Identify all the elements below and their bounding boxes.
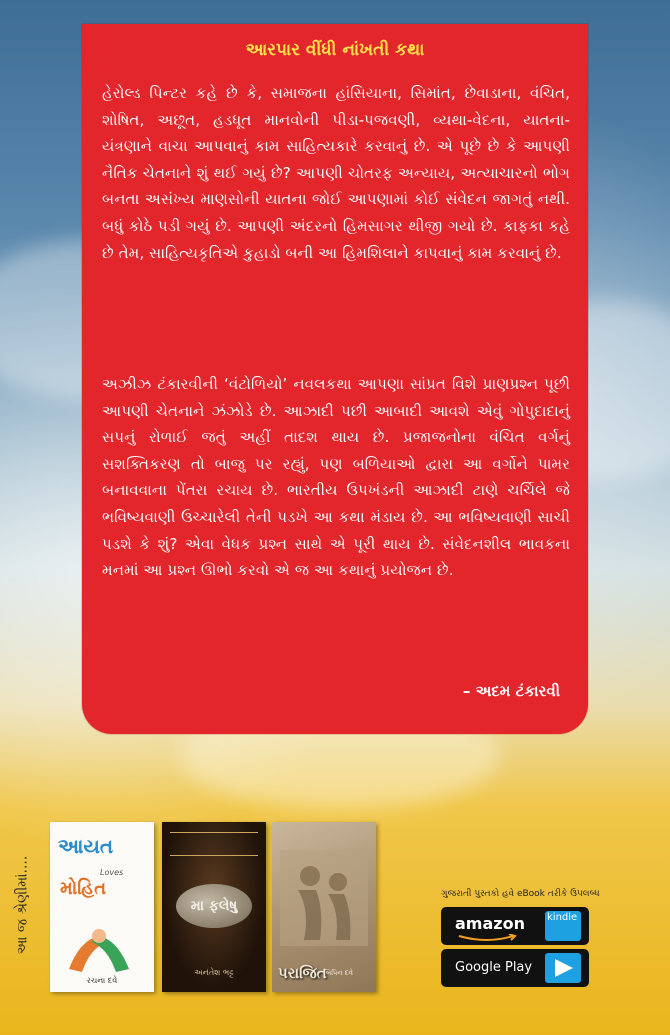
book-loves-text: Loves (100, 868, 124, 877)
book-title: આયત (58, 834, 114, 858)
panel-title: આરપાર વીંધી નાંખતી કથા (245, 40, 425, 60)
book-subtitle: મોહિત (60, 878, 107, 899)
book-title: મા ફલેષુ (190, 898, 238, 914)
book-author: બિપિન દવે (324, 969, 354, 977)
panel-author: – અદમ ટંકારવી (462, 682, 560, 700)
synopsis-panel (82, 24, 588, 734)
hands-illustration (64, 914, 134, 974)
book-decoration (170, 832, 258, 856)
kindle-icon: kindle (545, 911, 581, 941)
book-author: અનંતેશ ભટ્ટ (194, 968, 234, 977)
google-play-text: Google Play (455, 960, 533, 975)
google-play-button[interactable] (441, 949, 589, 987)
book-cover-parajit[interactable] (272, 822, 376, 992)
amazon-kindle-button[interactable] (441, 907, 589, 945)
ebook-availability-label: ગુજરાતી પુસ્તકો હવે eBook તરીકે ઉપલબ્ધ (441, 889, 600, 899)
book-author: રચના દવે (86, 976, 118, 985)
amazon-smile-icon (457, 934, 517, 942)
synopsis-paragraph-1: હેરોલ્ડ પિન્ટર કહે છે કે, સમાજના હાંસિયાના, સિમાંત, છેવાડાના, વંચિત, શોષિત, અછૂત, હડધૂત માનવોની પીડા-પજવણી, વ્યથા-વેદના, યાતના-યંત્રણાને વાચા આપવાનું કામ સાહિત્યકારે કરવાનું છે. એ પૂછે છે કે આપણી નૈતિક ચેતનાને શું થઈ ગયું છે? આપણી ચોતરફ અન્યાય, અત્યાચારનો ભોગ બનતા અસંખ્ય માણસોની યાતના જોઈ આપણામાં કોઈ સંવેદન જાગતું નથી. બધું કોઠે પડી ગયું છે. આપણી અંદરનો હિમસાગર થીજી ગયો છે. કાફકા કહે છે તેમ, સાહિત્યકૃતિએ કુહાડો બની આ હિમશિલાને કાપવાનું કામ કરવાનું છે. (102, 84, 570, 262)
play-books-icon (545, 953, 581, 983)
series-label: આ જ શ્રેણીમાં.... (14, 855, 31, 955)
synopsis-paragraph-2: અઝીઝ ટંકારવીની ‘વંટોળિયો’ નવલકથા આપણા સાંપ્રત વિશે પ્રાણપ્રશ્ન પૂછી આપણી ચેતનાને ઝંઝોડે છે. આઝાદી પછી આબાદી આવશે એવું ગોપુદાદાનું સપનું રોળાઈ જતું અહીં તાદશ થાય છે. પ્રજાજનોના વંચિત વર્ગનું સશક્તિકરણ તો બાજુ પર રહ્યું, પણ બળિયાઓ દ્વારા આ વર્ગોને પામર બનાવવાના પેંતરા રચાય છે. ભારતીય ઉપખંડની આઝાદી ટાણે ચર્ચિલે જે ભવિષ્યવાણી ઉચ્ચારેલી તેની પડખે આ કથા મંડાય છે. આ ભવિષ્યવાણી સાચી પડશે કે શું? એવા વેધક પ્રશ્ન સાથે એ પૂરી થાય છે. સંવેદનશીલ ભાવકના મનમાં આ પ્રશ્ન ઊભો કરવો એ જ આ કથાનું પ્રયોજન છે. (102, 375, 570, 580)
relief-artwork (280, 850, 368, 946)
amazon-logo-text: amazon (455, 914, 525, 933)
book-title: પરાજિત (278, 964, 327, 982)
book-cover-ma-phaleshu[interactable] (162, 822, 266, 992)
book-cover-aayat[interactable] (50, 822, 154, 992)
